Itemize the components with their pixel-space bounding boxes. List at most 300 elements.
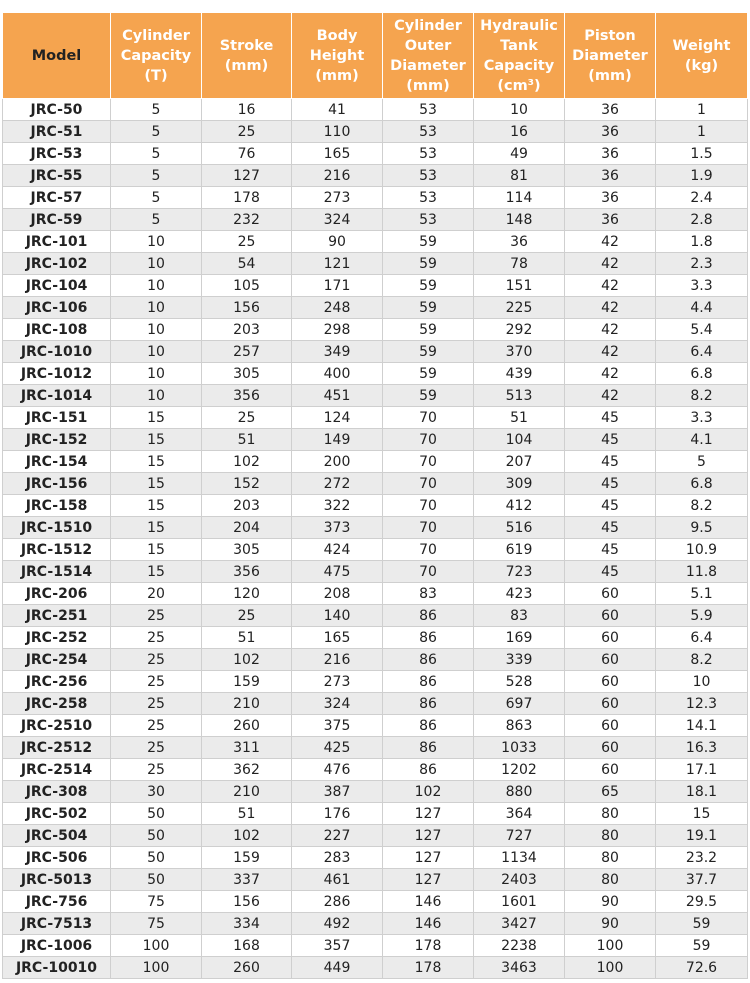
cell-body-height: 298 [292,319,383,341]
cell-stroke: 156 [202,297,292,319]
cell-weight: 8.2 [656,385,748,407]
cell-piston-diameter: 60 [565,759,656,781]
cell-body-height: 451 [292,385,383,407]
cell-piston-diameter: 42 [565,275,656,297]
header-weight: Weight (kg) [656,13,748,99]
cell-cylinder-capacity: 15 [111,473,202,495]
table-row [3,869,748,891]
cell-stroke: 25 [202,121,292,143]
cell-cylinder-capacity: 25 [111,627,202,649]
cell-stroke: 159 [202,671,292,693]
cell-hydraulic-tank-capacity: 723 [474,561,565,583]
cell-cylinder-outer-diameter: 102 [383,781,474,803]
cell-body-height: 492 [292,913,383,935]
cell-weight: 72.6 [656,957,748,979]
cell-stroke: 257 [202,341,292,363]
cell-piston-diameter: 45 [565,429,656,451]
cell-hydraulic-tank-capacity: 10 [474,99,565,121]
cell-hydraulic-tank-capacity: 81 [474,165,565,187]
cell-piston-diameter: 45 [565,407,656,429]
cell-weight: 4.1 [656,429,748,451]
table-row [3,561,748,583]
cell-body-height: 140 [292,605,383,627]
cell-hydraulic-tank-capacity: 619 [474,539,565,561]
cell-cylinder-outer-diameter: 53 [383,143,474,165]
cell-model: JRC-156 [3,473,111,495]
cell-stroke: 311 [202,737,292,759]
cell-weight: 11.8 [656,561,748,583]
cell-piston-diameter: 42 [565,253,656,275]
cell-cylinder-capacity: 10 [111,319,202,341]
cell-body-height: 121 [292,253,383,275]
cell-hydraulic-tank-capacity: 78 [474,253,565,275]
cell-model: JRC-206 [3,583,111,605]
cell-cylinder-outer-diameter: 86 [383,715,474,737]
cell-weight: 6.4 [656,627,748,649]
cell-cylinder-capacity: 75 [111,891,202,913]
cell-model: JRC-2514 [3,759,111,781]
cell-cylinder-capacity: 10 [111,253,202,275]
cell-weight: 1.8 [656,231,748,253]
cell-weight: 5.9 [656,605,748,627]
cell-weight: 6.4 [656,341,748,363]
cell-cylinder-capacity: 25 [111,737,202,759]
cell-model: JRC-152 [3,429,111,451]
cell-weight: 1 [656,99,748,121]
cell-cylinder-capacity: 100 [111,957,202,979]
cell-model: JRC-308 [3,781,111,803]
cell-stroke: 25 [202,407,292,429]
cell-body-height: 424 [292,539,383,561]
cell-model: JRC-504 [3,825,111,847]
cell-cylinder-capacity: 5 [111,121,202,143]
table-row [3,297,748,319]
table-row [3,627,748,649]
cell-model: JRC-2512 [3,737,111,759]
cell-hydraulic-tank-capacity: 1601 [474,891,565,913]
cell-body-height: 476 [292,759,383,781]
cell-weight: 2.8 [656,209,748,231]
header-body-height: Body Height (mm) [292,13,383,99]
table-row [3,429,748,451]
cell-hydraulic-tank-capacity: 169 [474,627,565,649]
cell-cylinder-outer-diameter: 59 [383,385,474,407]
cell-cylinder-capacity: 25 [111,605,202,627]
cell-model: JRC-254 [3,649,111,671]
cell-cylinder-outer-diameter: 127 [383,869,474,891]
cell-weight: 1.5 [656,143,748,165]
cell-model: JRC-258 [3,693,111,715]
cell-stroke: 76 [202,143,292,165]
cell-model: JRC-101 [3,231,111,253]
cell-weight: 23.2 [656,847,748,869]
cell-model: JRC-154 [3,451,111,473]
cell-hydraulic-tank-capacity: 36 [474,231,565,253]
header-row [3,13,748,99]
cell-cylinder-outer-diameter: 127 [383,803,474,825]
cell-stroke: 16 [202,99,292,121]
cell-model: JRC-55 [3,165,111,187]
spec-table [2,12,748,979]
cell-piston-diameter: 42 [565,319,656,341]
cell-model: JRC-108 [3,319,111,341]
cell-cylinder-outer-diameter: 70 [383,473,474,495]
cell-cylinder-capacity: 75 [111,913,202,935]
table-row [3,121,748,143]
cell-cylinder-outer-diameter: 86 [383,671,474,693]
cell-stroke: 51 [202,627,292,649]
cell-weight: 19.1 [656,825,748,847]
cell-model: JRC-252 [3,627,111,649]
cell-model: JRC-251 [3,605,111,627]
cell-cylinder-capacity: 15 [111,517,202,539]
cell-stroke: 51 [202,803,292,825]
table-row [3,517,748,539]
cell-model: JRC-106 [3,297,111,319]
cell-cylinder-outer-diameter: 59 [383,341,474,363]
cell-weight: 17.1 [656,759,748,781]
cell-cylinder-capacity: 25 [111,715,202,737]
table-row [3,671,748,693]
cell-hydraulic-tank-capacity: 1134 [474,847,565,869]
cell-weight: 6.8 [656,473,748,495]
cell-body-height: 149 [292,429,383,451]
table-body [3,99,748,979]
table-row [3,891,748,913]
cell-hydraulic-tank-capacity: 513 [474,385,565,407]
cell-body-height: 90 [292,231,383,253]
cell-body-height: 322 [292,495,383,517]
cell-piston-diameter: 42 [565,297,656,319]
header-cylinder-capacity: Cylinder Capacity (T) [111,13,202,99]
cell-piston-diameter: 60 [565,649,656,671]
cell-weight: 12.3 [656,693,748,715]
cell-hydraulic-tank-capacity: 364 [474,803,565,825]
table-row [3,407,748,429]
cell-hydraulic-tank-capacity: 83 [474,605,565,627]
cell-cylinder-capacity: 50 [111,847,202,869]
table-row [3,231,748,253]
cell-weight: 6.8 [656,363,748,385]
table-row [3,275,748,297]
cell-piston-diameter: 60 [565,693,656,715]
cell-piston-diameter: 42 [565,363,656,385]
cell-cylinder-outer-diameter: 70 [383,451,474,473]
cell-model: JRC-756 [3,891,111,913]
cell-body-height: 461 [292,869,383,891]
cell-weight: 59 [656,935,748,957]
cell-hydraulic-tank-capacity: 114 [474,187,565,209]
cell-model: JRC-502 [3,803,111,825]
table-header [3,13,748,99]
cell-stroke: 260 [202,715,292,737]
cell-hydraulic-tank-capacity: 339 [474,649,565,671]
table-row [3,759,748,781]
cell-stroke: 305 [202,539,292,561]
cell-body-height: 248 [292,297,383,319]
cell-cylinder-capacity: 15 [111,407,202,429]
cell-body-height: 400 [292,363,383,385]
cell-weight: 4.4 [656,297,748,319]
cell-stroke: 337 [202,869,292,891]
table-row [3,143,748,165]
cell-piston-diameter: 36 [565,143,656,165]
cell-stroke: 51 [202,429,292,451]
cell-hydraulic-tank-capacity: 412 [474,495,565,517]
cell-piston-diameter: 42 [565,385,656,407]
cell-hydraulic-tank-capacity: 697 [474,693,565,715]
cell-piston-diameter: 45 [565,539,656,561]
header-model: Model [3,13,111,99]
cell-cylinder-outer-diameter: 70 [383,561,474,583]
cell-stroke: 105 [202,275,292,297]
cell-piston-diameter: 80 [565,847,656,869]
cell-stroke: 203 [202,319,292,341]
table-row [3,385,748,407]
cell-weight: 1.9 [656,165,748,187]
header-piston-diameter: Piston Diameter (mm) [565,13,656,99]
cell-model: JRC-1012 [3,363,111,385]
cell-cylinder-capacity: 10 [111,297,202,319]
cell-model: JRC-1014 [3,385,111,407]
cell-weight: 10.9 [656,539,748,561]
header-hydraulic-tank-capacity: Hydraulic Tank Capacity (cm³) [474,13,565,99]
cell-cylinder-capacity: 15 [111,451,202,473]
cell-cylinder-capacity: 15 [111,539,202,561]
table-row [3,187,748,209]
cell-stroke: 356 [202,561,292,583]
table-row [3,341,748,363]
cell-stroke: 232 [202,209,292,231]
cell-model: JRC-1512 [3,539,111,561]
cell-hydraulic-tank-capacity: 151 [474,275,565,297]
cell-piston-diameter: 65 [565,781,656,803]
cell-cylinder-capacity: 10 [111,363,202,385]
cell-cylinder-capacity: 10 [111,231,202,253]
cell-cylinder-outer-diameter: 59 [383,363,474,385]
cell-model: JRC-158 [3,495,111,517]
cell-stroke: 168 [202,935,292,957]
cell-piston-diameter: 60 [565,671,656,693]
cell-cylinder-capacity: 25 [111,759,202,781]
cell-stroke: 120 [202,583,292,605]
cell-body-height: 216 [292,649,383,671]
spec-table-container [2,12,747,979]
cell-weight: 59 [656,913,748,935]
cell-cylinder-capacity: 5 [111,209,202,231]
cell-cylinder-capacity: 25 [111,693,202,715]
cell-cylinder-outer-diameter: 146 [383,913,474,935]
cell-cylinder-outer-diameter: 59 [383,253,474,275]
cell-cylinder-outer-diameter: 53 [383,121,474,143]
cell-weight: 5.1 [656,583,748,605]
cell-body-height: 283 [292,847,383,869]
cell-cylinder-outer-diameter: 53 [383,187,474,209]
cell-piston-diameter: 45 [565,495,656,517]
cell-cylinder-capacity: 30 [111,781,202,803]
table-row [3,583,748,605]
cell-body-height: 216 [292,165,383,187]
cell-hydraulic-tank-capacity: 292 [474,319,565,341]
cell-hydraulic-tank-capacity: 1202 [474,759,565,781]
cell-hydraulic-tank-capacity: 3463 [474,957,565,979]
cell-body-height: 165 [292,627,383,649]
cell-body-height: 227 [292,825,383,847]
cell-cylinder-capacity: 20 [111,583,202,605]
cell-stroke: 152 [202,473,292,495]
cell-piston-diameter: 42 [565,341,656,363]
cell-weight: 3.3 [656,275,748,297]
cell-cylinder-outer-diameter: 86 [383,605,474,627]
cell-cylinder-outer-diameter: 70 [383,429,474,451]
cell-piston-diameter: 45 [565,517,656,539]
cell-weight: 10 [656,671,748,693]
cell-cylinder-outer-diameter: 70 [383,517,474,539]
cell-body-height: 373 [292,517,383,539]
cell-hydraulic-tank-capacity: 16 [474,121,565,143]
table-row [3,99,748,121]
cell-hydraulic-tank-capacity: 727 [474,825,565,847]
cell-cylinder-outer-diameter: 86 [383,627,474,649]
cell-stroke: 210 [202,781,292,803]
cell-cylinder-capacity: 15 [111,561,202,583]
cell-hydraulic-tank-capacity: 370 [474,341,565,363]
cell-weight: 5 [656,451,748,473]
cell-hydraulic-tank-capacity: 439 [474,363,565,385]
table-row [3,605,748,627]
cell-piston-diameter: 45 [565,473,656,495]
table-row [3,165,748,187]
cell-hydraulic-tank-capacity: 880 [474,781,565,803]
cell-cylinder-outer-diameter: 70 [383,407,474,429]
cell-cylinder-capacity: 50 [111,869,202,891]
table-row [3,825,748,847]
header-cylinder-outer-diameter: Cylinder Outer Diameter (mm) [383,13,474,99]
cell-cylinder-capacity: 100 [111,935,202,957]
cell-piston-diameter: 60 [565,627,656,649]
cell-body-height: 387 [292,781,383,803]
cell-weight: 8.2 [656,495,748,517]
cell-piston-diameter: 60 [565,583,656,605]
cell-cylinder-capacity: 15 [111,495,202,517]
cell-piston-diameter: 60 [565,715,656,737]
table-row [3,957,748,979]
cell-body-height: 375 [292,715,383,737]
cell-cylinder-capacity: 10 [111,385,202,407]
cell-stroke: 305 [202,363,292,385]
cell-stroke: 127 [202,165,292,187]
cell-hydraulic-tank-capacity: 2238 [474,935,565,957]
cell-hydraulic-tank-capacity: 2403 [474,869,565,891]
cell-cylinder-capacity: 5 [111,165,202,187]
cell-weight: 1 [656,121,748,143]
cell-body-height: 286 [292,891,383,913]
cell-hydraulic-tank-capacity: 3427 [474,913,565,935]
table-row [3,935,748,957]
cell-piston-diameter: 100 [565,935,656,957]
cell-body-height: 208 [292,583,383,605]
cell-cylinder-capacity: 5 [111,187,202,209]
cell-piston-diameter: 42 [565,231,656,253]
cell-model: JRC-1510 [3,517,111,539]
cell-stroke: 156 [202,891,292,913]
cell-cylinder-outer-diameter: 178 [383,935,474,957]
cell-model: JRC-151 [3,407,111,429]
table-row [3,451,748,473]
header-stroke: Stroke (mm) [202,13,292,99]
cell-body-height: 425 [292,737,383,759]
cell-weight: 9.5 [656,517,748,539]
cell-piston-diameter: 36 [565,121,656,143]
cell-cylinder-capacity: 25 [111,649,202,671]
cell-piston-diameter: 60 [565,737,656,759]
cell-weight: 29.5 [656,891,748,913]
cell-stroke: 102 [202,825,292,847]
cell-piston-diameter: 36 [565,209,656,231]
cell-cylinder-outer-diameter: 146 [383,891,474,913]
table-row [3,539,748,561]
cell-cylinder-outer-diameter: 59 [383,319,474,341]
cell-stroke: 362 [202,759,292,781]
cell-cylinder-outer-diameter: 70 [383,495,474,517]
cell-cylinder-outer-diameter: 86 [383,693,474,715]
table-row [3,913,748,935]
cell-cylinder-outer-diameter: 70 [383,539,474,561]
cell-piston-diameter: 45 [565,561,656,583]
cell-weight: 15 [656,803,748,825]
cell-hydraulic-tank-capacity: 49 [474,143,565,165]
cell-model: JRC-1010 [3,341,111,363]
table-row [3,781,748,803]
cell-hydraulic-tank-capacity: 51 [474,407,565,429]
cell-stroke: 204 [202,517,292,539]
table-row [3,847,748,869]
cell-cylinder-outer-diameter: 53 [383,209,474,231]
cell-body-height: 165 [292,143,383,165]
cell-cylinder-outer-diameter: 127 [383,847,474,869]
cell-stroke: 25 [202,605,292,627]
cell-model: JRC-102 [3,253,111,275]
table-row [3,209,748,231]
table-row [3,649,748,671]
cell-piston-diameter: 80 [565,825,656,847]
cell-body-height: 449 [292,957,383,979]
cell-body-height: 110 [292,121,383,143]
cell-cylinder-capacity: 15 [111,429,202,451]
cell-model: JRC-1514 [3,561,111,583]
table-row [3,803,748,825]
cell-cylinder-outer-diameter: 53 [383,165,474,187]
cell-piston-diameter: 80 [565,869,656,891]
cell-body-height: 324 [292,209,383,231]
cell-body-height: 349 [292,341,383,363]
cell-body-height: 273 [292,187,383,209]
cell-hydraulic-tank-capacity: 863 [474,715,565,737]
cell-stroke: 334 [202,913,292,935]
cell-cylinder-outer-diameter: 178 [383,957,474,979]
cell-model: JRC-2510 [3,715,111,737]
cell-cylinder-capacity: 25 [111,671,202,693]
cell-stroke: 260 [202,957,292,979]
cell-weight: 5.4 [656,319,748,341]
cell-body-height: 41 [292,99,383,121]
cell-model: JRC-7513 [3,913,111,935]
cell-hydraulic-tank-capacity: 207 [474,451,565,473]
cell-hydraulic-tank-capacity: 104 [474,429,565,451]
cell-cylinder-outer-diameter: 86 [383,649,474,671]
cell-model: JRC-50 [3,99,111,121]
cell-piston-diameter: 45 [565,451,656,473]
